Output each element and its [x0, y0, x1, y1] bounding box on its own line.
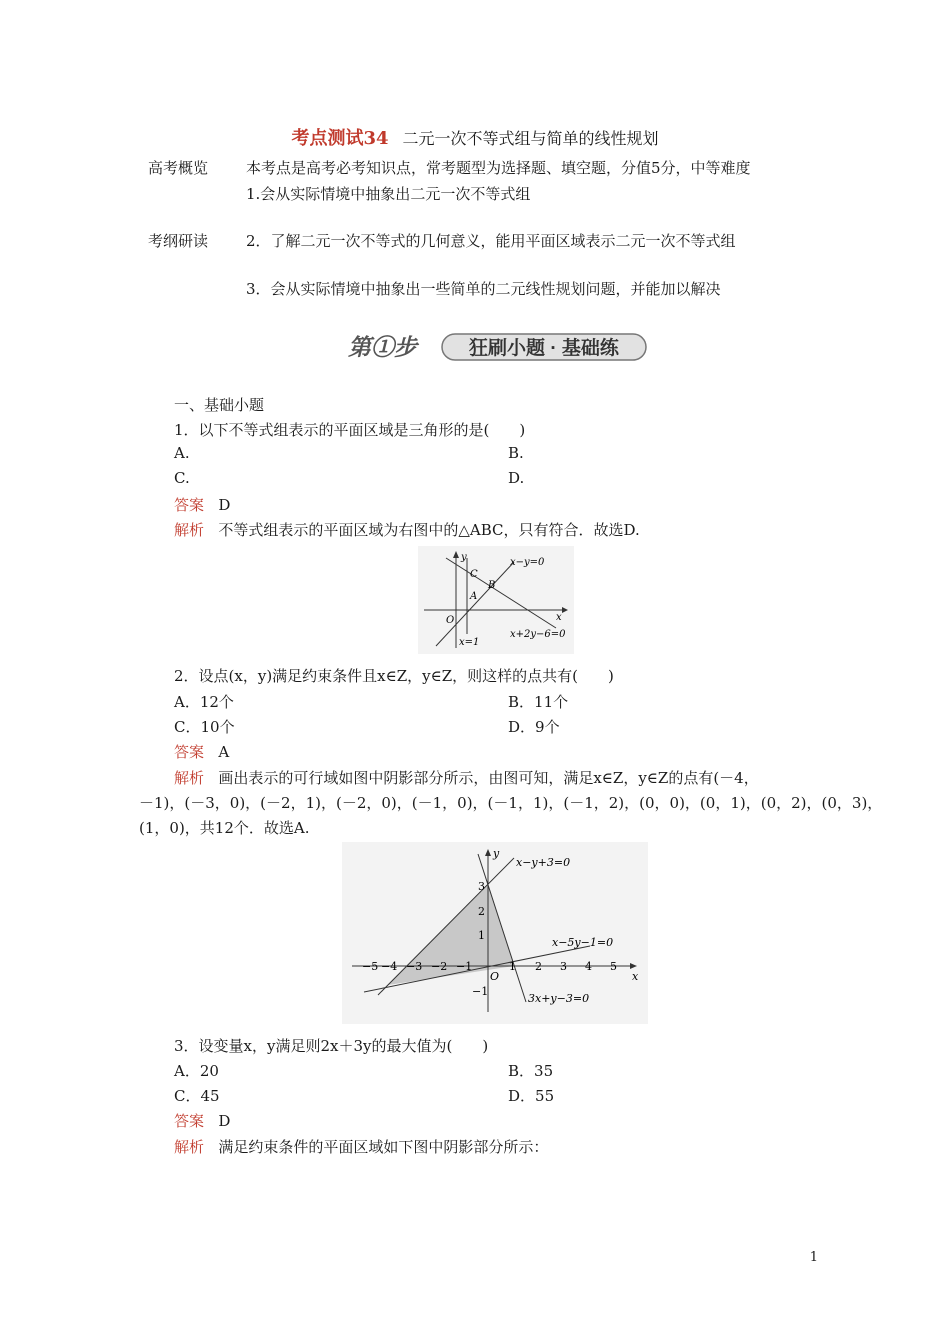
- q2-x-tick-1: 1: [509, 960, 516, 973]
- q2-x-tick-neg1: −1: [456, 960, 473, 973]
- q1-figure: [418, 546, 574, 654]
- q3-option-b: B．35: [508, 1062, 554, 1080]
- banner-step: 第①步: [348, 334, 417, 360]
- test-topic: 二元一次不等式组与简单的线性规划: [402, 129, 659, 148]
- q2-x-tick-2: 2: [535, 960, 542, 973]
- q1-analysis-text: 不等式组表示的平面区域为右图中的△ABC，只有符合．故选D.: [218, 521, 640, 539]
- analysis-label: 解析: [174, 769, 205, 787]
- page-title: [0, 124, 950, 150]
- q1-origin-label: O: [446, 615, 455, 626]
- answer-label: 答案: [174, 743, 205, 761]
- q2-label-x-minus-y-plus-3: x−y+3=0: [516, 856, 571, 869]
- q2-label-3x-plus-y-minus-3: 3x+y−3=0: [528, 992, 590, 1005]
- q2-y-tick-3: 3: [478, 880, 485, 893]
- q1-label-x-minus-y: x−y=0: [510, 557, 545, 568]
- analysis-label: 解析: [174, 521, 205, 539]
- q3-option-d: D．55: [508, 1087, 555, 1105]
- q2-analysis-line-1: [174, 767, 759, 788]
- step-banner: [344, 328, 654, 366]
- q1-point-a: A: [470, 591, 478, 602]
- answer-label: 答案: [174, 496, 205, 514]
- q3-answer: [174, 1110, 230, 1131]
- banner-text: 狂刷小题 · 基础练: [469, 338, 619, 359]
- q2-figure: [342, 842, 648, 1024]
- q1-option-a: A.: [174, 444, 190, 462]
- q2-stem: 2．设点(x，y)满足约束条件且x∈Z，y∈Z，则这样的点共有( ): [174, 667, 614, 685]
- answer-label: 答案: [174, 1112, 205, 1130]
- q2-analysis-line-3: (1，0)，共12个．故选A.: [139, 819, 310, 837]
- q2-x-tick-3: 3: [560, 960, 567, 973]
- q2-x-tick-4: 4: [585, 960, 592, 973]
- section-heading: 一、基础小题: [174, 396, 265, 414]
- page-number: 1: [809, 1250, 818, 1265]
- test-number: 考点测试34: [291, 128, 389, 149]
- q2-option-a: A．12个: [174, 693, 234, 711]
- q1-option-d: D.: [508, 469, 525, 487]
- q2-option-b: B．11个: [508, 693, 569, 711]
- syllabus-item-1: 1.会从实际情境中抽象出二元一次不等式组: [246, 185, 531, 203]
- overview-text: 本考点是高考必考知识点，常考题型为选择题、填空题，分值5分，中等难度: [246, 159, 751, 177]
- q3-stem: 3．设变量x，y满足则2x＋3y的最大值为( ): [174, 1037, 489, 1055]
- q2-x-label: x: [632, 970, 639, 983]
- q2-y-tick-neg1: −1: [472, 985, 489, 998]
- q3-analysis: [174, 1136, 548, 1157]
- q2-x-tick-neg5: −5: [362, 960, 379, 973]
- q1-answer: [174, 494, 230, 515]
- q2-y-arrow: [485, 849, 491, 856]
- q1-answer-value: D: [218, 496, 231, 514]
- q2-x-tick-neg3: −3: [406, 960, 423, 973]
- q2-x-arrow: [630, 963, 637, 969]
- q3-option-a: A．20: [174, 1062, 219, 1080]
- q2-analysis-line-2: －1)，(－3，0)，(－2，1)，(－2，0)，(－1，0)，(－1，1)，(－1，2)，(0，0)，(0，1)，(0，2)，(0，3)，: [139, 794, 883, 812]
- q2-origin-label: O: [490, 970, 500, 983]
- q1-label-x-eq-1: x=1: [459, 637, 480, 648]
- q1-point-b: B: [488, 580, 496, 591]
- q1-option-c: C.: [174, 469, 190, 487]
- q1-x-label: x: [556, 612, 562, 623]
- q1-analysis: [174, 519, 640, 540]
- q2-label-x-minus-5y-minus-1: x−5y−1=0: [552, 936, 614, 949]
- q2-answer-value: A: [218, 743, 230, 761]
- syllabus-item-2: 2．了解二元一次不等式的几何意义，能用平面区域表示二元一次不等式组: [246, 232, 736, 250]
- q1-y-arrow: [453, 551, 459, 558]
- syllabus-label: 考纲研读: [148, 232, 209, 250]
- q3-option-c: C．45: [174, 1087, 220, 1105]
- q2-answer: [174, 741, 229, 762]
- q3-analysis-text: 满足约束条件的平面区域如下图中阴影部分所示：: [218, 1138, 549, 1156]
- q3-answer-value: D: [218, 1112, 231, 1130]
- q2-y-tick-2: 2: [478, 905, 485, 918]
- q2-option-c: C．10个: [174, 718, 235, 736]
- q2-y-label: y: [493, 847, 500, 860]
- q1-label-x-plus-2y: x+2y−6=0: [510, 629, 566, 640]
- analysis-label: 解析: [174, 1138, 205, 1156]
- q1-stem: 1．以下不等式组表示的平面区域是三角形的是( ): [174, 421, 526, 439]
- overview-label: 高考概览: [148, 159, 209, 177]
- q2-x-tick-5: 5: [610, 960, 617, 973]
- q2-x-tick-neg4: −4: [381, 960, 398, 973]
- q2-analysis-text-1: 画出表示的可行域如图中阴影部分所示，由图可知，满足x∈Z，y∈Z的点有(－4，: [218, 769, 759, 787]
- q1-y-label: y: [461, 552, 467, 563]
- q1-option-b: B.: [508, 444, 524, 462]
- syllabus-item-3: 3．会从实际情境中抽象出一些简单的二元线性规划问题，并能加以解决: [246, 280, 721, 298]
- q2-y-tick-1: 1: [478, 929, 485, 942]
- q1-point-c: C: [470, 569, 478, 580]
- q2-x-tick-neg2: −2: [431, 960, 448, 973]
- q1-x-arrow: [562, 607, 568, 613]
- q2-option-d: D．9个: [508, 718, 560, 736]
